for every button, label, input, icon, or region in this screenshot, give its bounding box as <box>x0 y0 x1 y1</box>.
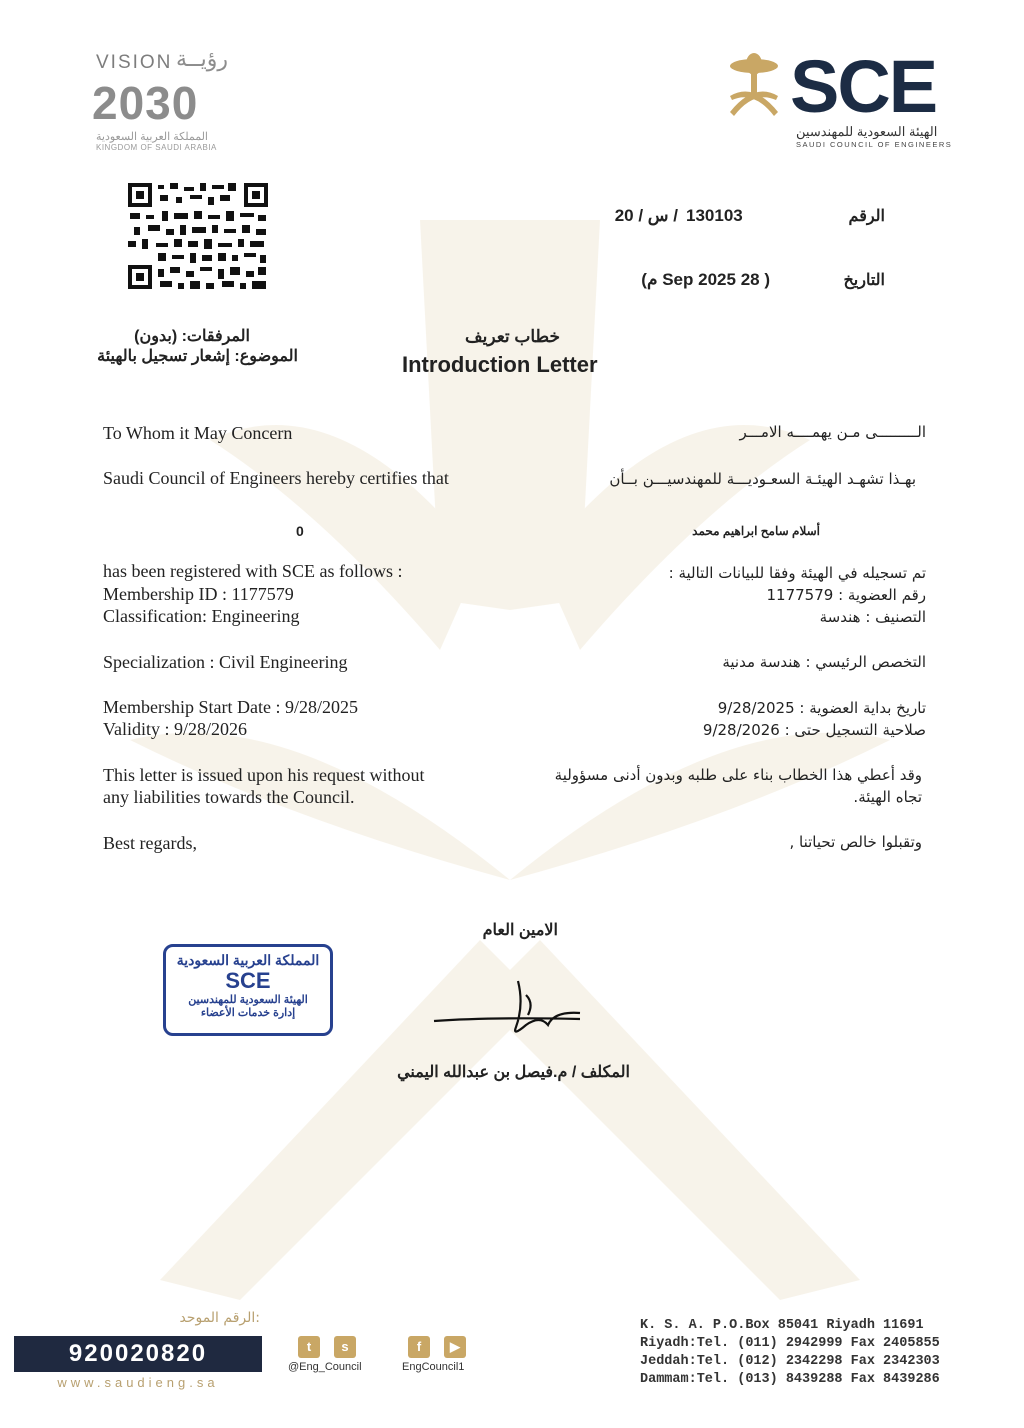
title-en: Introduction Letter <box>402 352 598 377</box>
ref-number-suffix: / س / 20 <box>614 206 678 225</box>
en-start-date: Membership Start Date : 9/28/2025 <box>103 697 358 717</box>
twitter-icon[interactable]: t <box>298 1336 320 1358</box>
attachments: المرفقات: (بدون) <box>134 328 250 345</box>
signer-name: المكلف / م.فيصل بن عبدالله اليمني <box>397 1064 630 1081</box>
en-issued-line-2: any liabilities towards the Council. <box>103 787 355 807</box>
vision-2030-logo <box>92 46 252 152</box>
ar-membership-id: رقم العضوية : 1177579 <box>766 586 926 604</box>
qr-code[interactable] <box>128 183 268 289</box>
vision-year: 2030 <box>92 77 199 129</box>
sce-mark: SCE <box>790 45 937 128</box>
stamp-line-4: إدارة خدمات الأعضاء <box>200 1007 296 1019</box>
en-classification: Classification: Engineering <box>103 606 300 626</box>
stamp-line-1: المملكة العربية السعودية <box>176 952 320 968</box>
snapchat-icon[interactable]: s <box>334 1336 356 1358</box>
ref-number-label: الرقم <box>848 208 885 225</box>
ar-registered: تم تسجيله في الهيئة وفقا للبيانات التالية : <box>668 564 926 582</box>
vision-arabic: رؤيــة <box>176 46 229 71</box>
stamp-mark: SCE <box>225 968 271 993</box>
sce-name-en: SAUDI COUNCIL OF ENGINEERS <box>796 140 953 149</box>
en-regards: Best regards, <box>103 833 197 853</box>
subject: الموضوع: إشعار تسجيل بالهيئة <box>97 348 298 365</box>
unified-number[interactable]: 920020820 <box>14 1336 262 1372</box>
unified-number-label: الرقم الموحد: <box>179 1310 260 1326</box>
en-specialization: Specialization : Civil Engineering <box>103 652 348 672</box>
vision-kingdom-ar: المملكة العربية السعودية <box>96 131 208 143</box>
contact-jeddah: Jeddah:Tel. (012) 2342298 Fax 2342303 <box>640 1354 940 1369</box>
en-greeting: To Whom it May Concern <box>103 423 293 443</box>
ar-name: أسلام سامح ابراهيم محمد <box>692 524 820 538</box>
ref-date-value: ( 28 Sep 2025 م) <box>641 270 770 289</box>
ar-issued-line-1: وقد أعطي هذا الخطاب بناء على طلبه وبدون أدنى مسؤولية <box>554 766 922 784</box>
ref-number-value: 130103 <box>686 206 743 225</box>
signature-title: الامين العام <box>482 922 558 939</box>
vision-kingdom-en: KINGDOM OF SAUDI ARABIA <box>96 143 217 152</box>
official-stamp <box>163 944 333 1036</box>
contact-riyadh: Riyadh:Tel. (011) 2942999 Fax 2405855 <box>640 1336 940 1351</box>
ar-certifies: بهـذا تشهـد الهيئـة السعـوديـــة للمهندسيـــن بــأن <box>609 470 916 488</box>
handwritten-signature <box>430 975 590 1045</box>
sce-name-ar: الهيئة السعودية للمهندسين <box>796 124 938 139</box>
ref-date-label: التاريخ <box>843 272 885 289</box>
en-membership-id: Membership ID : 1177579 <box>103 584 294 604</box>
title-ar: خطاب تعريف <box>464 327 560 346</box>
facebook-icon[interactable]: f <box>408 1336 430 1358</box>
vision-word: VISION <box>96 52 173 73</box>
social-handle-2[interactable]: EngCouncil1 <box>402 1361 465 1373</box>
ar-regards: وتقبلوا خالص تحياتنا , <box>789 833 922 851</box>
contact-dammam: Dammam:Tel. (013) 8439288 Fax 8439286 <box>640 1372 940 1387</box>
contact-po-box: K. S. A. P.O.Box 85041 Riyadh 11691 <box>640 1318 924 1333</box>
ar-greeting: الـــــــــى مـن يهمــــه الامـــر <box>739 423 926 441</box>
website-link[interactable]: www.saudieng.sa <box>57 1375 219 1390</box>
stamp-line-3: الهيئة السعودية للمهندسين <box>188 994 308 1006</box>
ar-issued-line-2: تجاه الهيئة. <box>853 788 922 806</box>
en-certifies: Saudi Council of Engineers hereby certifies that <box>103 468 449 488</box>
sce-logo <box>720 45 960 150</box>
social-handle-1[interactable]: @Eng_Council <box>288 1361 362 1373</box>
ar-start-date: تاريخ بداية العضوية : 9/28/2025 <box>717 699 926 717</box>
en-registered: has been registered with SCE as follows : <box>103 561 403 581</box>
ar-specialization: التخصص الرئيسي : هندسة مدنية <box>722 653 926 671</box>
en-validity: Validity : 9/28/2026 <box>103 719 247 739</box>
ar-validity: صلاحية التسجيل حتى : 9/28/2026 <box>702 721 926 739</box>
en-name: 0 <box>296 523 304 539</box>
ar-classification: التصنيف : هندسة <box>819 608 926 626</box>
en-issued-line-1: This letter is issued upon his request without <box>103 765 425 785</box>
youtube-icon[interactable]: ▶ <box>444 1336 466 1358</box>
palm-swords-icon <box>724 52 784 122</box>
